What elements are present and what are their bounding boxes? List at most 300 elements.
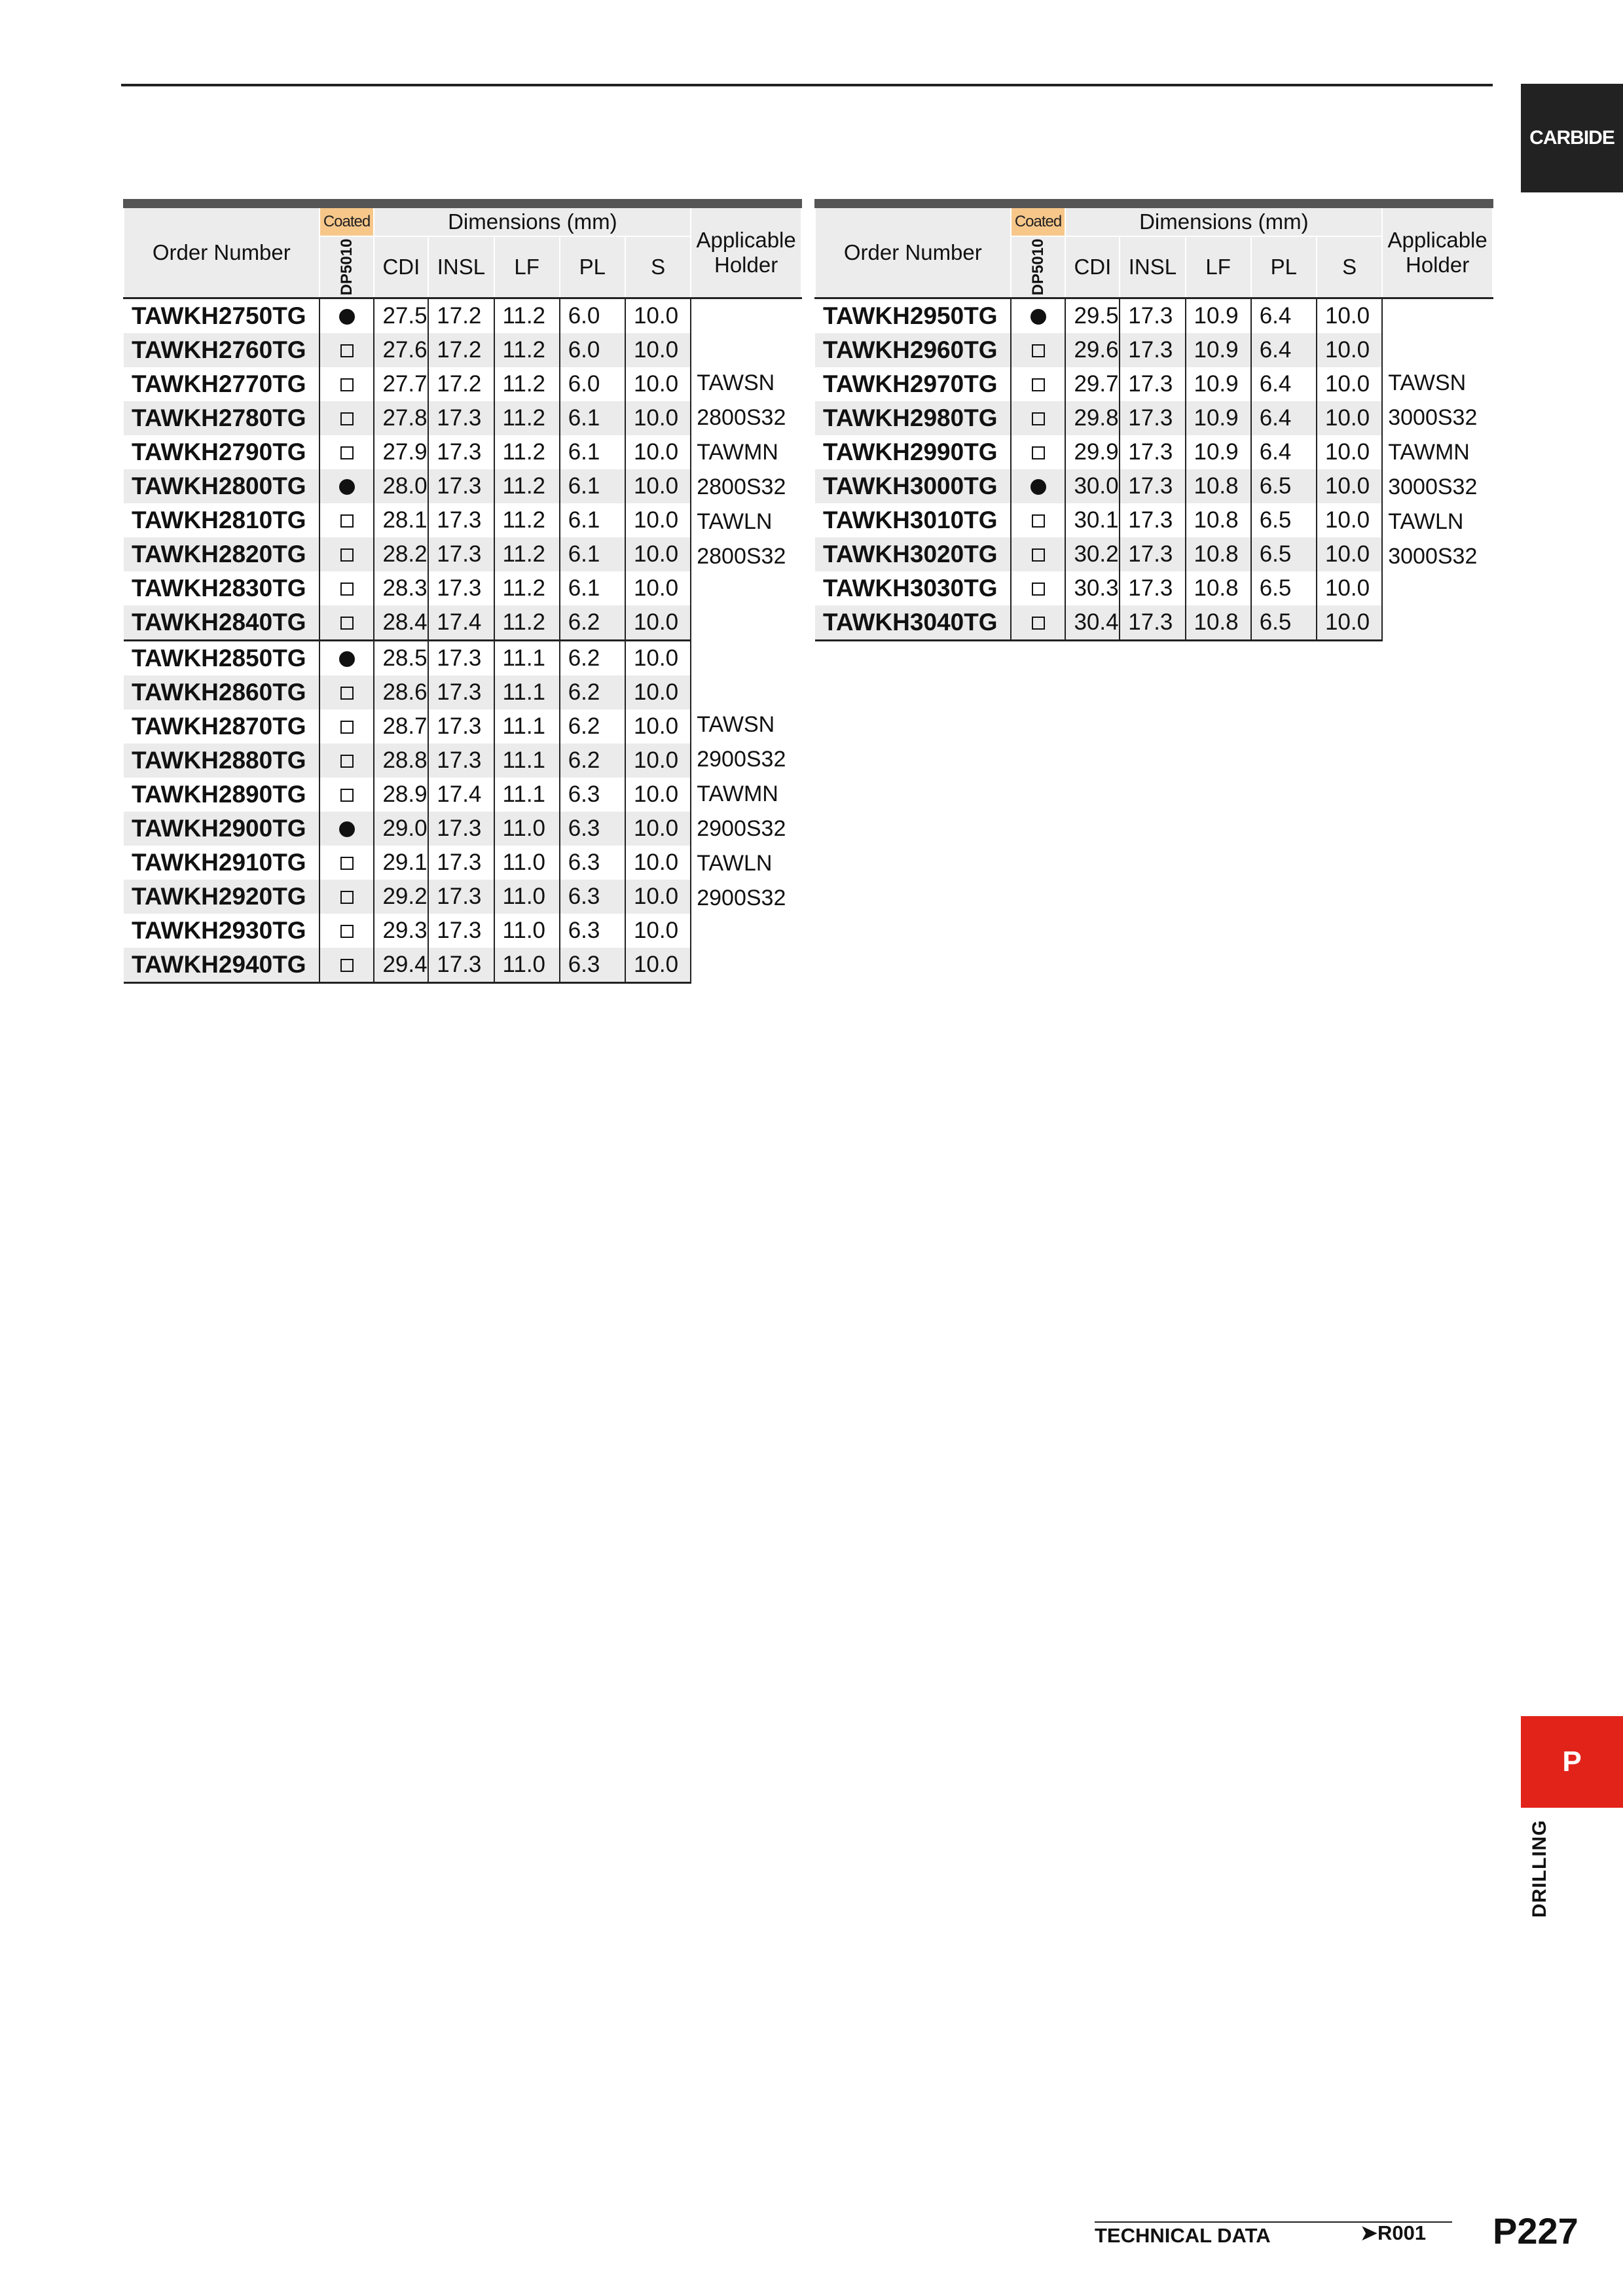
grade-label: DP5010 [337,238,356,296]
available-square-icon [340,446,354,459]
order-number-cell: TAWKH2880TG [124,744,319,778]
dimensions-header: Dimensions (mm) [374,204,691,236]
order-number-cell: TAWKH2870TG [124,709,319,744]
lf-cell: 10.9 [1186,435,1251,469]
cdi-cell: 30.2 [1065,537,1120,571]
order-number-cell: TAWKH2960TG [815,333,1011,367]
lf-header: LF [1186,236,1251,298]
lf-cell: 11.2 [494,435,560,469]
s-cell: 10.0 [625,914,691,948]
dimensions-header: Dimensions (mm) [1065,204,1382,236]
available-square-icon [340,583,354,596]
grade-availability-cell [319,333,374,367]
grade-availability-cell [1011,401,1066,435]
cdi-cell: 30.0 [1065,469,1120,503]
s-cell: 10.0 [625,744,691,778]
table-row [124,641,801,676]
cdi-cell: 30.1 [1065,503,1120,537]
pl-cell: 6.3 [560,948,625,983]
holder-line: 3000S32 [1388,474,1478,499]
holder-line: 3000S32 [1388,543,1478,569]
order-number-cell: TAWKH2920TG [124,880,319,914]
grade-availability-cell [319,778,374,812]
pl-cell: 6.1 [560,571,625,605]
lf-cell: 10.9 [1186,298,1251,334]
holder-line: TAWSN [1388,370,1467,395]
available-square-icon [1032,412,1045,425]
lf-cell: 11.0 [494,846,560,880]
s-cell: 10.0 [625,367,691,401]
order-number-cell: TAWKH3030TG [815,571,1011,605]
grade-availability-cell [1011,571,1066,605]
insl-cell: 17.3 [1120,333,1185,367]
cdi-cell: 28.6 [374,675,428,709]
order-number-cell: TAWKH2830TG [124,571,319,605]
grade-availability-cell [1011,537,1066,571]
lf-cell: 11.2 [494,503,560,537]
lf-cell: 11.2 [494,401,560,435]
available-square-icon [1032,617,1045,630]
lf-cell: 11.1 [494,641,560,676]
order-number-header: Order Number [815,204,1011,298]
s-cell: 10.0 [625,812,691,846]
pl-cell: 6.3 [560,880,625,914]
s-cell: 10.0 [1317,469,1382,503]
s-cell: 10.0 [625,709,691,744]
order-number-cell: TAWKH3040TG [815,605,1011,641]
s-cell: 10.0 [1317,367,1382,401]
holder-header-line2: Holder [1406,253,1470,277]
grade-availability-cell [1011,367,1066,401]
pl-cell: 6.5 [1251,571,1317,605]
cdi-cell: 28.8 [374,744,428,778]
order-number-cell: TAWKH2890TG [124,778,319,812]
holder-line: 3000S32 [1388,404,1478,430]
pl-header: PL [1251,236,1317,298]
cdi-cell: 29.8 [1065,401,1120,435]
holder-header-line2: Holder [714,253,778,277]
available-square-icon [340,687,354,700]
order-number-cell: TAWKH2940TG [124,948,319,983]
insl-cell: 17.3 [428,675,494,709]
pl-cell: 6.2 [560,605,625,641]
lf-cell: 11.2 [494,605,560,641]
insl-cell: 17.3 [428,469,494,503]
order-number-cell: TAWKH2780TG [124,401,319,435]
pl-cell: 6.4 [1251,298,1317,334]
table-row [124,298,801,334]
lf-cell: 11.1 [494,709,560,744]
grade-availability-cell [1011,298,1066,334]
pl-cell: 6.0 [560,367,625,401]
cdi-header: CDI [1065,236,1120,298]
cdi-cell: 29.3 [374,914,428,948]
cdi-cell: 29.6 [1065,333,1120,367]
stocked-dot-icon [339,651,355,667]
cdi-cell: 29.9 [1065,435,1120,469]
lf-cell: 10.9 [1186,401,1251,435]
cdi-cell: 27.5 [374,298,428,334]
available-square-icon [340,891,354,904]
insl-cell: 17.3 [1120,571,1185,605]
insl-cell: 17.3 [428,948,494,983]
grade-availability-cell [319,880,374,914]
lf-cell: 11.2 [494,571,560,605]
insl-cell: 17.3 [428,880,494,914]
holder-line: 2900S32 [697,747,786,772]
order-number-cell: TAWKH2820TG [124,537,319,571]
available-square-icon [1032,583,1045,596]
lf-cell: 10.8 [1186,537,1251,571]
order-number-cell: TAWKH2840TG [124,605,319,641]
order-number-cell: TAWKH2800TG [124,469,319,503]
available-square-icon [340,721,354,734]
grade-availability-cell [1011,333,1066,367]
holder-header [691,204,801,298]
pl-cell: 6.4 [1251,367,1317,401]
grade-header [319,236,374,298]
lf-cell: 11.2 [494,298,560,334]
s-cell: 10.0 [625,401,691,435]
grade-availability-cell [319,675,374,709]
order-number-cell: TAWKH2860TG [124,675,319,709]
available-square-icon [1032,378,1045,391]
insl-cell: 17.3 [428,846,494,880]
page-number: P227 [1493,2210,1578,2251]
stocked-dot-icon [1030,479,1046,495]
pl-cell: 6.2 [560,709,625,744]
holder-line: TAWLN [697,851,773,876]
order-number-cell: TAWKH2760TG [124,333,319,367]
cdi-cell: 30.4 [1065,605,1120,641]
grade-availability-cell [319,537,374,571]
available-square-icon [340,617,354,630]
cdi-header: CDI [374,236,428,298]
cdi-cell: 29.4 [374,948,428,983]
lf-cell: 10.9 [1186,367,1251,401]
grade-availability-cell [319,571,374,605]
cdi-cell: 28.7 [374,709,428,744]
grade-availability-cell [319,846,374,880]
pl-cell: 6.5 [1251,605,1317,641]
pl-cell: 6.5 [1251,469,1317,503]
pl-cell: 6.3 [560,846,625,880]
lf-cell: 10.8 [1186,503,1251,537]
spec-table-left [123,199,802,984]
insl-cell: 17.3 [1120,605,1185,641]
insl-cell: 17.3 [1120,503,1185,537]
insl-header: INSL [1120,236,1185,298]
s-cell: 10.0 [625,880,691,914]
grade-availability-cell [319,641,374,676]
cdi-cell: 29.1 [374,846,428,880]
cdi-cell: 28.4 [374,605,428,641]
available-square-icon [340,548,354,562]
s-header: S [1317,236,1382,298]
insl-header: INSL [428,236,494,298]
s-header: S [625,236,691,298]
insl-cell: 17.2 [428,367,494,401]
holder-line: 2800S32 [697,474,786,499]
available-square-icon [340,412,354,425]
s-cell: 10.0 [625,333,691,367]
grade-availability-cell [319,605,374,641]
available-square-icon [1032,514,1045,528]
pl-cell: 6.4 [1251,333,1317,367]
lf-cell: 10.8 [1186,571,1251,605]
s-cell: 10.0 [625,675,691,709]
cdi-cell: 29.0 [374,812,428,846]
grade-header [1011,236,1066,298]
lf-cell: 10.8 [1186,469,1251,503]
insl-cell: 17.3 [1120,401,1185,435]
holder-line: TAWMN [1388,439,1470,465]
order-number-cell: TAWKH3000TG [815,469,1011,503]
available-square-icon [340,925,354,938]
pl-cell: 6.2 [560,641,625,676]
available-square-icon [340,755,354,768]
holder-line: 2900S32 [697,816,786,841]
lf-cell: 11.1 [494,744,560,778]
cdi-cell: 28.3 [374,571,428,605]
pl-cell: 6.3 [560,778,625,812]
applicable-holder-cell [691,298,801,641]
grade-availability-cell [1011,435,1066,469]
available-square-icon [340,959,354,972]
lf-cell: 11.2 [494,469,560,503]
footer-ref-link[interactable]: ➤R001 [1360,2221,1427,2244]
grade-availability-cell [319,709,374,744]
grade-availability-cell [319,469,374,503]
insl-cell: 17.4 [428,778,494,812]
insl-cell: 17.3 [428,744,494,778]
lf-cell: 10.9 [1186,333,1251,367]
holder-line: 2800S32 [697,543,786,569]
s-cell: 10.0 [625,503,691,537]
available-square-icon [340,378,354,391]
s-cell: 10.0 [1317,605,1382,641]
coated-header: Coated [1011,204,1066,236]
lf-cell: 11.2 [494,537,560,571]
insl-cell: 17.3 [1120,435,1185,469]
section-p-tab: P [1521,1716,1623,1808]
stocked-dot-icon [339,821,355,837]
grade-availability-cell [1011,469,1066,503]
cdi-cell: 29.7 [1065,367,1120,401]
grade-availability-cell [319,948,374,983]
s-cell: 10.0 [625,435,691,469]
s-cell: 10.0 [1317,298,1382,334]
holder-line: TAWMN [697,781,778,806]
insl-cell: 17.3 [428,641,494,676]
available-square-icon [340,344,354,357]
lf-cell: 11.1 [494,675,560,709]
cdi-cell: 30.3 [1065,571,1120,605]
s-cell: 10.0 [625,948,691,983]
s-cell: 10.0 [1317,571,1382,605]
applicable-holder-cell [691,641,801,983]
insl-cell: 17.3 [428,537,494,571]
s-cell: 10.0 [625,605,691,641]
pl-cell: 6.1 [560,503,625,537]
pl-cell: 6.2 [560,675,625,709]
cdi-cell: 28.5 [374,641,428,676]
s-cell: 10.0 [625,469,691,503]
holder-line: TAWSN [697,370,775,395]
pl-cell: 6.2 [560,744,625,778]
grade-availability-cell [1011,503,1066,537]
cdi-cell: 28.1 [374,503,428,537]
available-square-icon [1032,548,1045,562]
insl-cell: 17.3 [428,503,494,537]
cdi-cell: 29.2 [374,880,428,914]
insl-cell: 17.3 [1120,537,1185,571]
order-number-cell: TAWKH2790TG [124,435,319,469]
insl-cell: 17.3 [428,571,494,605]
grade-availability-cell [319,914,374,948]
lf-cell: 11.0 [494,812,560,846]
lf-cell: 10.8 [1186,605,1251,641]
s-cell: 10.0 [1317,333,1382,367]
spec-table-right [814,199,1493,641]
holder-line: TAWLN [697,509,773,534]
order-number-cell: TAWKH2970TG [815,367,1011,401]
holder-header [1382,204,1493,298]
lf-cell: 11.2 [494,333,560,367]
available-square-icon [1032,344,1045,357]
lf-cell: 11.1 [494,778,560,812]
s-cell: 10.0 [1317,503,1382,537]
holder-line: 2800S32 [697,404,786,430]
pl-cell: 6.0 [560,298,625,334]
stocked-dot-icon [1030,309,1046,325]
grade-availability-cell [319,435,374,469]
cdi-cell: 27.9 [374,435,428,469]
pl-cell: 6.5 [1251,537,1317,571]
pl-cell: 6.1 [560,469,625,503]
s-cell: 10.0 [1317,537,1382,571]
pl-cell: 6.3 [560,812,625,846]
grade-availability-cell [319,367,374,401]
insl-cell: 17.3 [428,435,494,469]
grade-availability-cell [319,503,374,537]
grade-availability-cell [319,812,374,846]
drilling-tab [1529,1820,1581,1918]
cdi-cell: 29.5 [1065,298,1120,334]
holder-header-line1: Applicable [696,228,796,252]
lf-cell: 11.0 [494,880,560,914]
insl-cell: 17.3 [428,401,494,435]
grade-availability-cell [319,401,374,435]
insl-cell: 17.3 [1120,298,1185,334]
grade-availability-cell [1011,605,1066,641]
order-number-header: Order Number [124,204,319,298]
grade-availability-cell [319,744,374,778]
s-cell: 10.0 [625,571,691,605]
insl-cell: 17.3 [428,914,494,948]
cdi-cell: 28.2 [374,537,428,571]
table-row [815,298,1493,334]
lf-cell: 11.0 [494,948,560,983]
cdi-cell: 28.0 [374,469,428,503]
order-number-cell: TAWKH3010TG [815,503,1011,537]
s-cell: 10.0 [625,641,691,676]
pl-cell: 6.1 [560,537,625,571]
insl-cell: 17.2 [428,298,494,334]
lf-header: LF [494,236,560,298]
lf-cell: 11.2 [494,367,560,401]
available-square-icon [1032,446,1045,459]
pl-cell: 6.0 [560,333,625,367]
footer-technical-data: TECHNICAL DATA [1095,2224,1271,2247]
holder-header-line1: Applicable [1387,228,1487,252]
order-number-cell: TAWKH2980TG [815,401,1011,435]
insl-cell: 17.3 [1120,367,1185,401]
grade-label: DP5010 [1029,238,1047,296]
grade-availability-cell [319,298,374,334]
pl-cell: 6.1 [560,435,625,469]
cdi-cell: 28.9 [374,778,428,812]
drilling-label: DRILLING [1529,1820,1550,1918]
pl-header: PL [560,236,625,298]
holder-line: TAWLN [1388,509,1464,534]
s-cell: 10.0 [1317,401,1382,435]
order-number-cell: TAWKH2810TG [124,503,319,537]
insl-cell: 17.3 [428,812,494,846]
order-number-cell: TAWKH3020TG [815,537,1011,571]
insl-cell: 17.4 [428,605,494,641]
holder-line: TAWMN [697,439,778,465]
pl-cell: 6.4 [1251,401,1317,435]
insl-cell: 17.3 [1120,469,1185,503]
carbide-tab: CARBIDE [1521,84,1623,192]
s-cell: 10.0 [625,537,691,571]
cdi-cell: 27.7 [374,367,428,401]
order-number-cell: TAWKH2990TG [815,435,1011,469]
coated-header: Coated [319,204,374,236]
holder-line: 2900S32 [697,886,786,910]
available-square-icon [340,857,354,870]
pl-cell: 6.1 [560,401,625,435]
s-cell: 10.0 [1317,435,1382,469]
pl-cell: 6.5 [1251,503,1317,537]
s-cell: 10.0 [625,846,691,880]
stocked-dot-icon [339,309,355,325]
holder-line: TAWSN [697,712,775,737]
cdi-cell: 27.6 [374,333,428,367]
pl-cell: 6.4 [1251,435,1317,469]
available-square-icon [340,789,354,802]
pl-cell: 6.3 [560,914,625,948]
available-square-icon [340,514,354,528]
lf-cell: 11.0 [494,914,560,948]
order-number-cell: TAWKH2850TG [124,641,319,676]
order-number-cell: TAWKH2770TG [124,367,319,401]
top-rule [121,84,1493,86]
order-number-cell: TAWKH2950TG [815,298,1011,334]
insl-cell: 17.3 [428,709,494,744]
order-number-cell: TAWKH2750TG [124,298,319,334]
stocked-dot-icon [339,479,355,495]
insl-cell: 17.2 [428,333,494,367]
s-cell: 10.0 [625,298,691,334]
order-number-cell: TAWKH2900TG [124,812,319,846]
order-number-cell: TAWKH2930TG [124,914,319,948]
order-number-cell: TAWKH2910TG [124,846,319,880]
applicable-holder-cell [1382,298,1493,641]
cdi-cell: 27.8 [374,401,428,435]
s-cell: 10.0 [625,778,691,812]
